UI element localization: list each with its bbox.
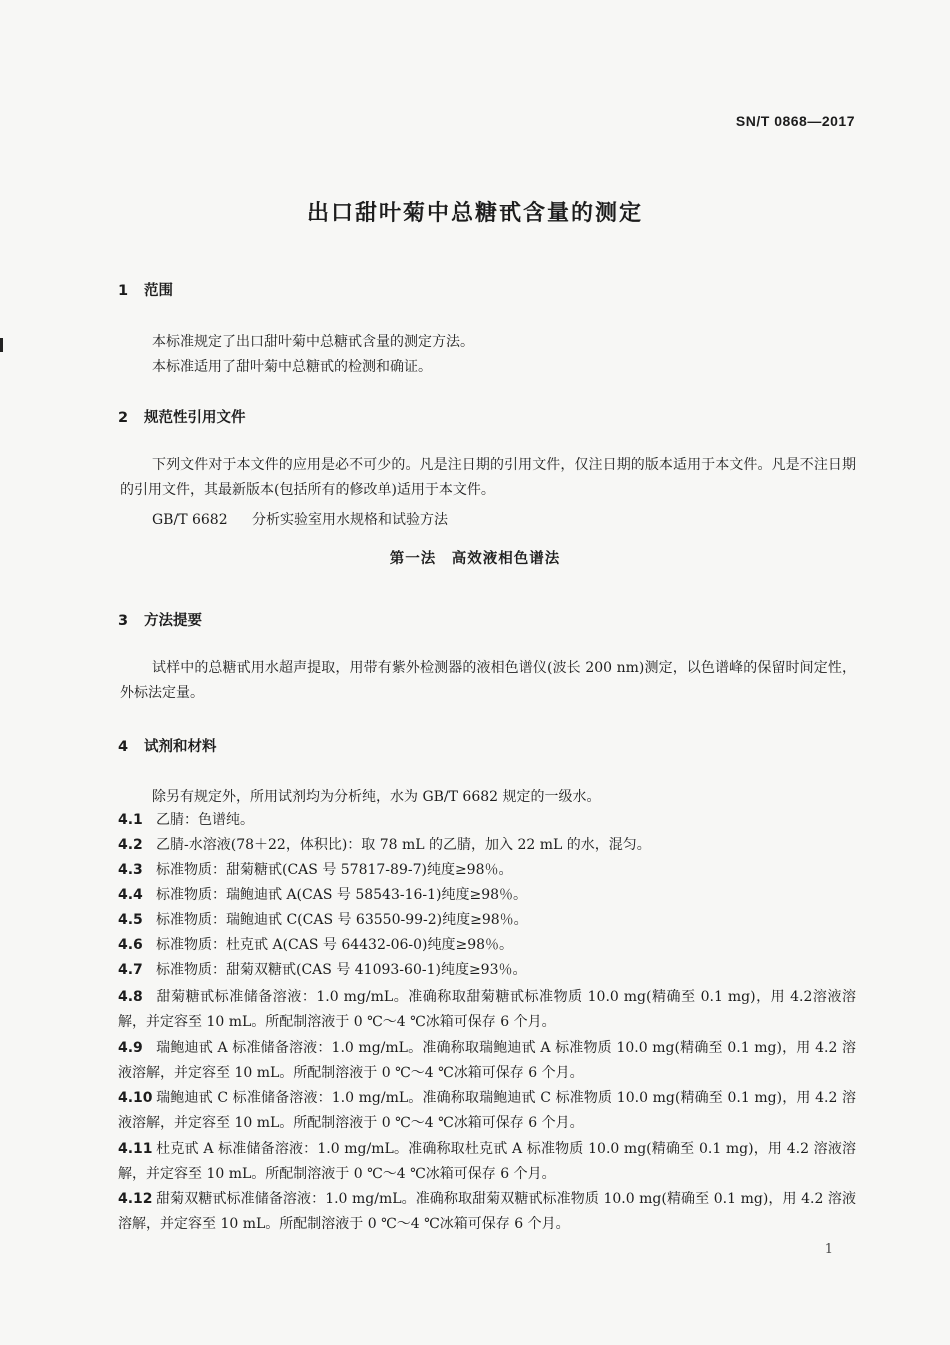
item-text: 标准物质：甜菊糖甙(CAS 号 57817-89-7)纯度≥98％。 [156, 862, 513, 878]
item-text: 标准物质：瑞鲍迪甙 A(CAS 号 58543-16-1)纯度≥98％。 [156, 887, 528, 903]
section-number: 1 [118, 283, 129, 299]
item-text: 瑞鲍迪甙 C 标准储备溶液：1.0 mg/mL。准确称取瑞鲍迪甙 C 标准物质 10.0 mg(精确至 0.1 mg)，用 4.2 溶液溶解，并定容至 10 mL。所配制溶液于 0 ℃～4 ℃冰箱可保存 6 个月。 [118, 1090, 856, 1131]
item-number: 4.8 [118, 989, 143, 1005]
standard-number: SN/T 0868—2017 [735, 113, 855, 129]
reagents-intro: 除另有规定外，所用试剂均为分析纯，水为 GB/T 6682 规定的一级水。 [152, 789, 601, 805]
item-number: 4.5 [118, 912, 143, 928]
item-text: 甜菊糖甙标准储备溶液：1.0 mg/mL。准确称取甜菊糖甙标准物质 10.0 mg(精确至 0.1 mg)，用 4.2溶液溶解，并定容至 10 mL。所配制溶液于 0 ℃～4 ℃冰箱可保存 6 个月。 [118, 989, 856, 1030]
item-number: 4.6 [118, 937, 143, 953]
item-text: 甜菊双糖甙标准储备溶液：1.0 mg/mL。准确称取甜菊双糖甙标准物质 10.0 mg(精确至 0.1 mg)，用 4.2 溶液溶解，并定容至 10 mL。所配制溶液于 0 ℃～4 ℃冰箱可保存 6 个月。 [118, 1191, 856, 1232]
section-title: 规范性引用文件 [144, 410, 246, 426]
reagent-item [118, 883, 856, 908]
item-number: 4.2 [118, 837, 143, 853]
scope-line-1: 本标准规定了出口甜叶菊中总糖甙含量的测定方法。 [152, 334, 474, 350]
item-number: 4.7 [118, 962, 143, 978]
item-number: 4.1 [118, 812, 143, 828]
item-text: 乙腈-水溶液(78＋22，体积比)：取 78 mL 的乙腈，加入 22 mL 的水，混匀。 [156, 837, 651, 853]
section-number: 4 [118, 739, 129, 755]
reagent-item [118, 908, 856, 933]
method-principle-paragraph: 试样中的总糖甙用水超声提取，用带有紫外检测器的液相色谱仪(波长 200 nm)测定，以色谱峰的保留时间定性，外标法定量。 [120, 660, 856, 701]
document-title: 出口甜叶菊中总糖甙含量的测定 [306, 201, 643, 226]
reagent-item [118, 858, 856, 883]
item-number: 4.11 [118, 1141, 153, 1157]
reagent-item [118, 1086, 856, 1136]
item-number: 4.9 [118, 1040, 143, 1056]
section-number: 2 [118, 410, 129, 426]
page-number: 1 [824, 1242, 833, 1257]
reagent-item [118, 1036, 856, 1086]
section-title: 试剂和材料 [144, 739, 217, 755]
item-text: 标准物质：杜克甙 A(CAS 号 64432-06-0)纯度≥98％。 [156, 937, 514, 953]
section-number: 3 [118, 613, 129, 629]
scope-line-2: 本标准适用了甜叶菊中总糖甙的检测和确证。 [152, 359, 432, 375]
item-text: 标准物质：甜菊双糖甙(CAS 号 41093-60-1)纯度≥93％。 [156, 962, 527, 978]
reagent-item [118, 833, 856, 858]
reference-code: GB/T 6682 [152, 512, 228, 528]
scan-edge-mark [0, 338, 3, 352]
item-text: 杜克甙 A 标准储备溶液：1.0 mg/mL。准确称取杜克甙 A 标准物质 10.0 mg(精确至 0.1 mg)，用 4.2 溶液溶解，并定容至 10 mL。所配制溶液于 0 ℃～4 ℃冰箱可保存 6 个月。 [118, 1141, 856, 1182]
method-title: 第一法 高效液相色谱法 [389, 551, 561, 567]
reagent-item [118, 958, 856, 983]
reagent-item [118, 1187, 856, 1237]
section-title: 方法提要 [144, 613, 202, 629]
section-heading-normative-references [118, 406, 246, 427]
section-heading-method-principle [118, 609, 202, 630]
item-number: 4.3 [118, 862, 143, 878]
section-heading-reagents [118, 735, 217, 756]
section-title: 范围 [144, 283, 173, 299]
reagent-item [118, 985, 856, 1035]
reference-entry [152, 509, 448, 529]
references-paragraph: 下列文件对于本文件的应用是必不可少的。凡是注日期的引用文件，仅注日期的版本适用于本文件。凡是不注日期的引用文件，其最新版本(包括所有的修改单)适用于本文件。 [120, 457, 856, 498]
item-text: 瑞鲍迪甙 A 标准储备溶液：1.0 mg/mL。准确称取瑞鲍迪甙 A 标准物质 10.0 mg(精确至 0.1 mg)，用 4.2 溶液溶解，并定容至 10 mL。所配制溶液于 0 ℃～4 ℃冰箱可保存 6 个月。 [118, 1040, 856, 1081]
item-text: 乙腈：色谱纯。 [156, 812, 254, 828]
item-number: 4.12 [118, 1191, 153, 1207]
reagent-item [118, 1137, 856, 1187]
item-number: 4.4 [118, 887, 143, 903]
item-number: 4.10 [118, 1090, 153, 1106]
item-text: 标准物质：瑞鲍迪甙 C(CAS 号 63550-99-2)纯度≥98％。 [156, 912, 528, 928]
reference-title: 分析实验室用水规格和试验方法 [252, 512, 448, 528]
section-heading-scope [118, 279, 173, 300]
reagent-item [118, 808, 856, 833]
reagent-item [118, 933, 856, 958]
